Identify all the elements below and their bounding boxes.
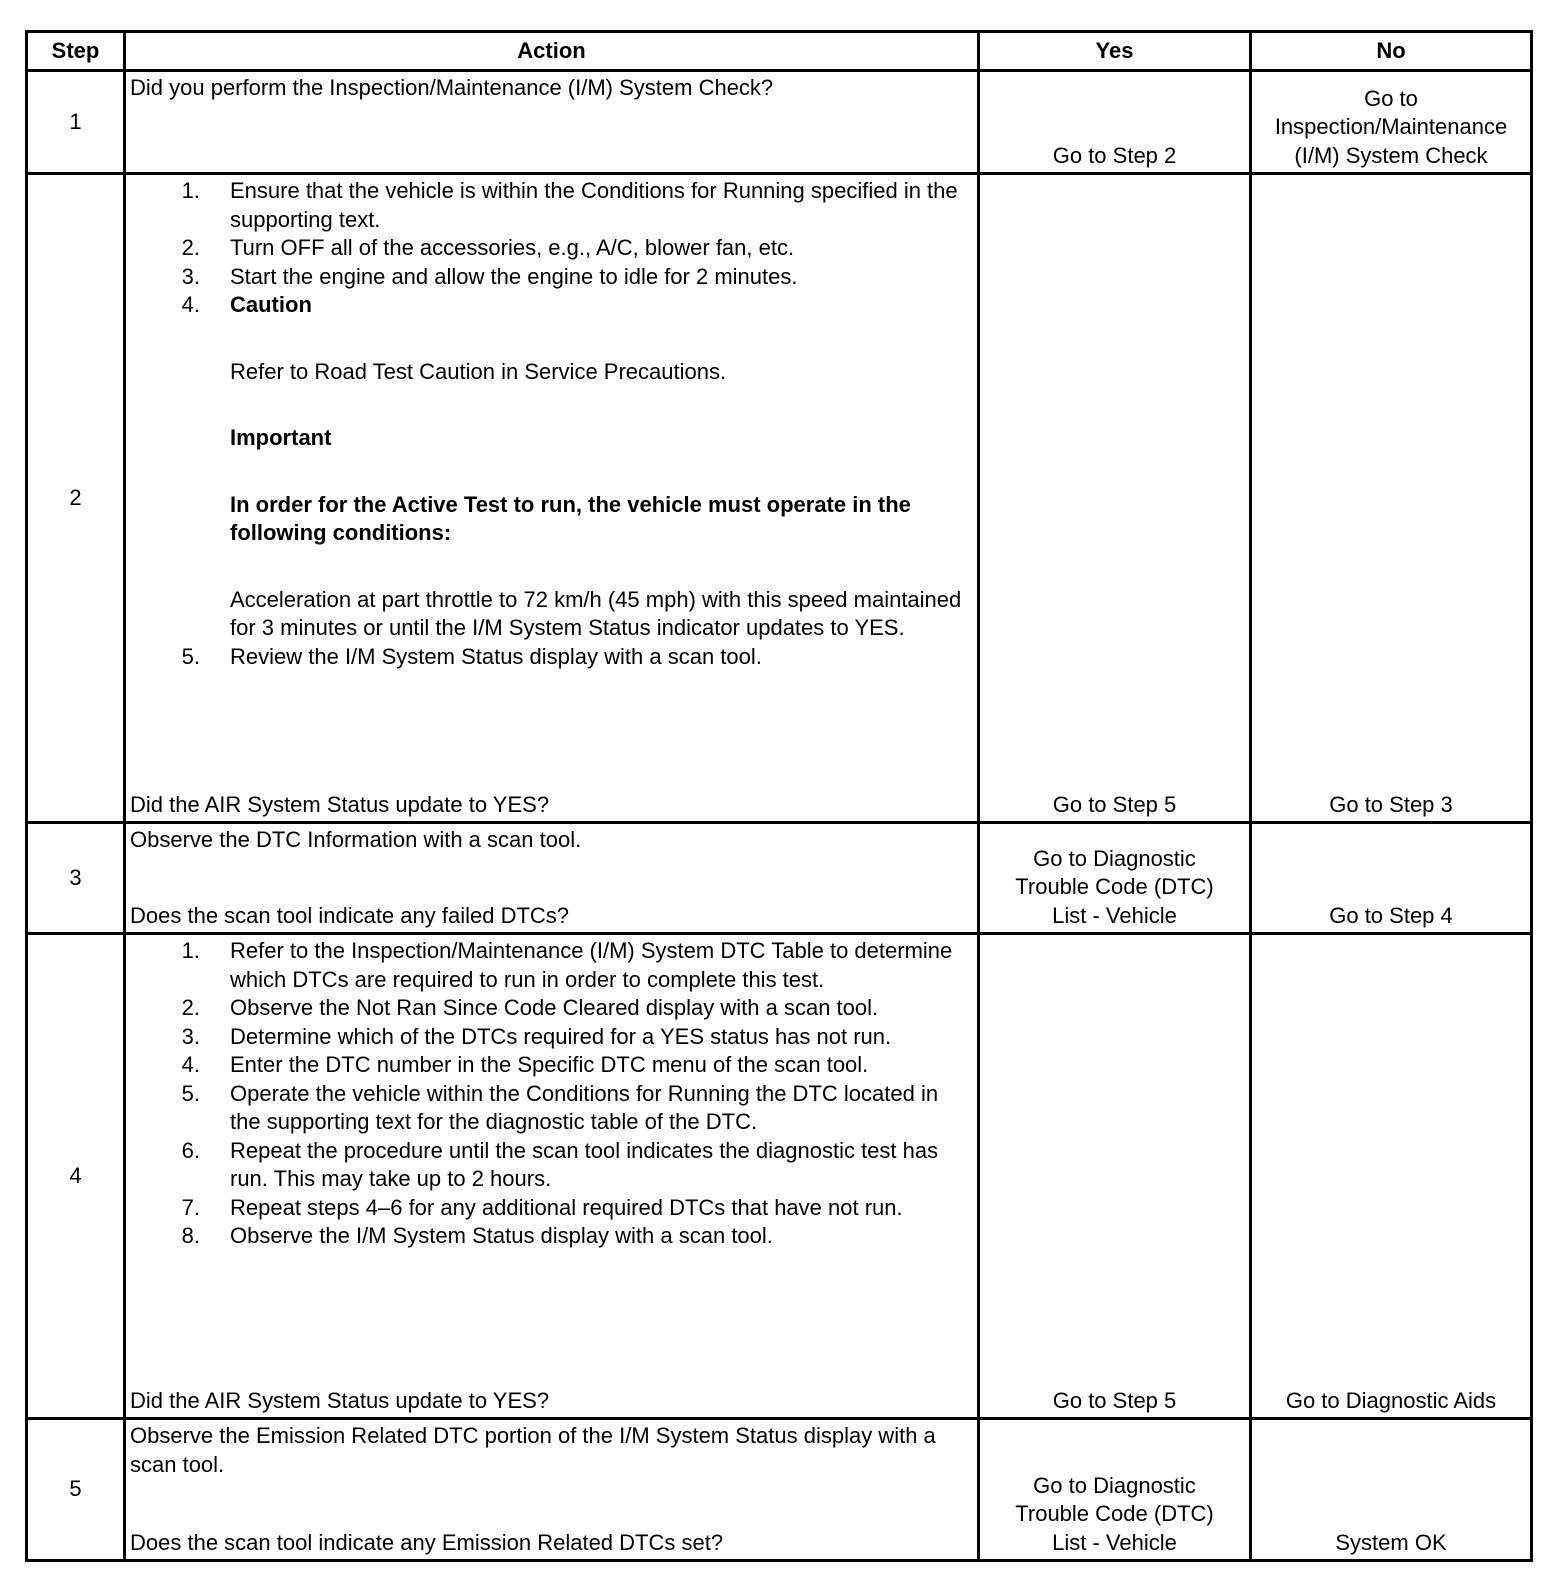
header-row [27,32,1532,71]
action-cell [125,71,979,174]
action-text: Observe the DTC Information with a scan tool. [130,827,582,852]
table-row [27,823,1532,934]
action-text: Observe the Emission Related DTC portion of the I/M System Status display with a scan tool. [130,1423,936,1477]
no-result-line: Go to [1364,85,1418,111]
question-text: Does the scan tool indicate any failed DTCs? [130,902,570,928]
diagnostic-table [25,30,1533,1562]
step-number: 1 [27,71,125,174]
list-item: 5. Operate the vehicle within the Conditions for Running the DTC located in the supporting text for the diagnostic table of the DTC. [181,1080,939,1134]
list-item: 3. Start the engine and allow the engine to idle for 2 minutes. [181,263,798,289]
header-step: Step [27,32,125,71]
action-cell [125,1419,979,1561]
yes-cell [979,823,1251,934]
header-action: Action [125,32,979,71]
list-item: 5. Review the I/M System Status display with a scan tool. [181,643,762,669]
table-row [27,174,1532,823]
list-item: 4. Caution [130,291,973,320]
no-cell [1251,934,1532,1419]
no-result: System OK [1335,1529,1447,1555]
table-row [27,71,1532,174]
table-row [27,1419,1532,1561]
header-no: No [1251,32,1532,71]
yes-result-line: Go to Diagnostic [1033,845,1196,871]
step-number: 4 [27,934,125,1419]
question-text: Did the AIR System Status update to YES? [130,1387,550,1413]
list-item: 2. Observe the Not Ran Since Code Cleared display with a scan tool. [181,995,879,1020]
yes-cell [979,934,1251,1419]
yes-result-line: List - Vehicle [1052,902,1177,928]
no-result: Go to Step 4 [1329,902,1453,928]
step-number: 5 [27,1419,125,1561]
yes-cell [979,71,1251,174]
table-row [27,934,1532,1419]
yes-cell [979,1419,1251,1561]
yes-result-line: Trouble Code (DTC) [1015,874,1214,899]
yes-result-line: List - Vehicle [1052,1529,1177,1555]
action-text: Did you perform the Inspection/Maintenance (I/M) System Check? [130,75,774,100]
list-item: 7. Repeat steps 4–6 for any additional required DTCs that have not run. [181,1194,903,1220]
no-result: Go to Step 3 [1329,791,1453,817]
yes-result: Go to Step 2 [1052,142,1177,168]
yes-result-line: Go to Diagnostic [1033,1472,1196,1498]
yes-result: Go to Step 5 [1052,791,1177,817]
list-item: 8. Observe the I/M System Status display with a scan tool. [181,1223,773,1248]
action-cell [125,823,979,934]
no-cell [1251,823,1532,934]
important-label: Important [230,425,332,450]
action-list [130,643,973,672]
no-cell [1251,71,1532,174]
caution-label: Caution [230,292,312,317]
action-list [130,177,973,320]
action-cell [125,934,979,1419]
list-item: 3. Determine which of the DTCs required for a YES status has not run. [181,1023,892,1049]
list-item: 4. Enter the DTC number in the Specific DTC menu of the scan tool. [181,1052,869,1077]
yes-result: Go to Step 5 [1052,1387,1177,1413]
list-item: 1. Refer to the Inspection/Maintenance (I/M) System DTC Table to determine which DTCs are required to run in order to complete this test. [181,938,953,992]
list-item: 2. Turn OFF all of the accessories, e.g., A/C, blower fan, etc. [181,235,795,260]
important-text: In order for the Active Test to run, the vehicle must operate in the following conditions: [230,491,911,545]
question-text: Did the AIR System Status update to YES? [130,791,550,817]
action-cell [125,174,979,823]
action-list [130,937,973,1251]
header-yes: Yes [979,32,1251,71]
no-result: Go to Diagnostic Aids [1285,1387,1497,1413]
step-number: 2 [27,174,125,823]
yes-cell [979,174,1251,823]
question-text: Does the scan tool indicate any Emission Related DTCs set? [130,1529,724,1555]
no-cell [1251,1419,1532,1561]
no-cell [1251,174,1532,823]
caution-text: Refer to Road Test Caution in Service Precautions. [230,358,727,384]
no-result-line: Inspection/Maintenance [1274,114,1508,139]
conditions-text: Acceleration at part throttle to 72 km/h (45 mph) with this speed maintained for 3 minutes or until the I/M System Status indicator updates to YES. [230,586,962,640]
list-item: 1. Ensure that the vehicle is within the Conditions for Running specified in the supporting text. [181,178,958,232]
step-number: 3 [27,823,125,934]
list-item: 6. Repeat the procedure until the scan tool indicates the diagnostic test has run. This may take up to 2 hours. [181,1137,939,1191]
yes-result-line: Trouble Code (DTC) [1015,1501,1214,1526]
no-result-line: (I/M) System Check [1294,142,1488,168]
